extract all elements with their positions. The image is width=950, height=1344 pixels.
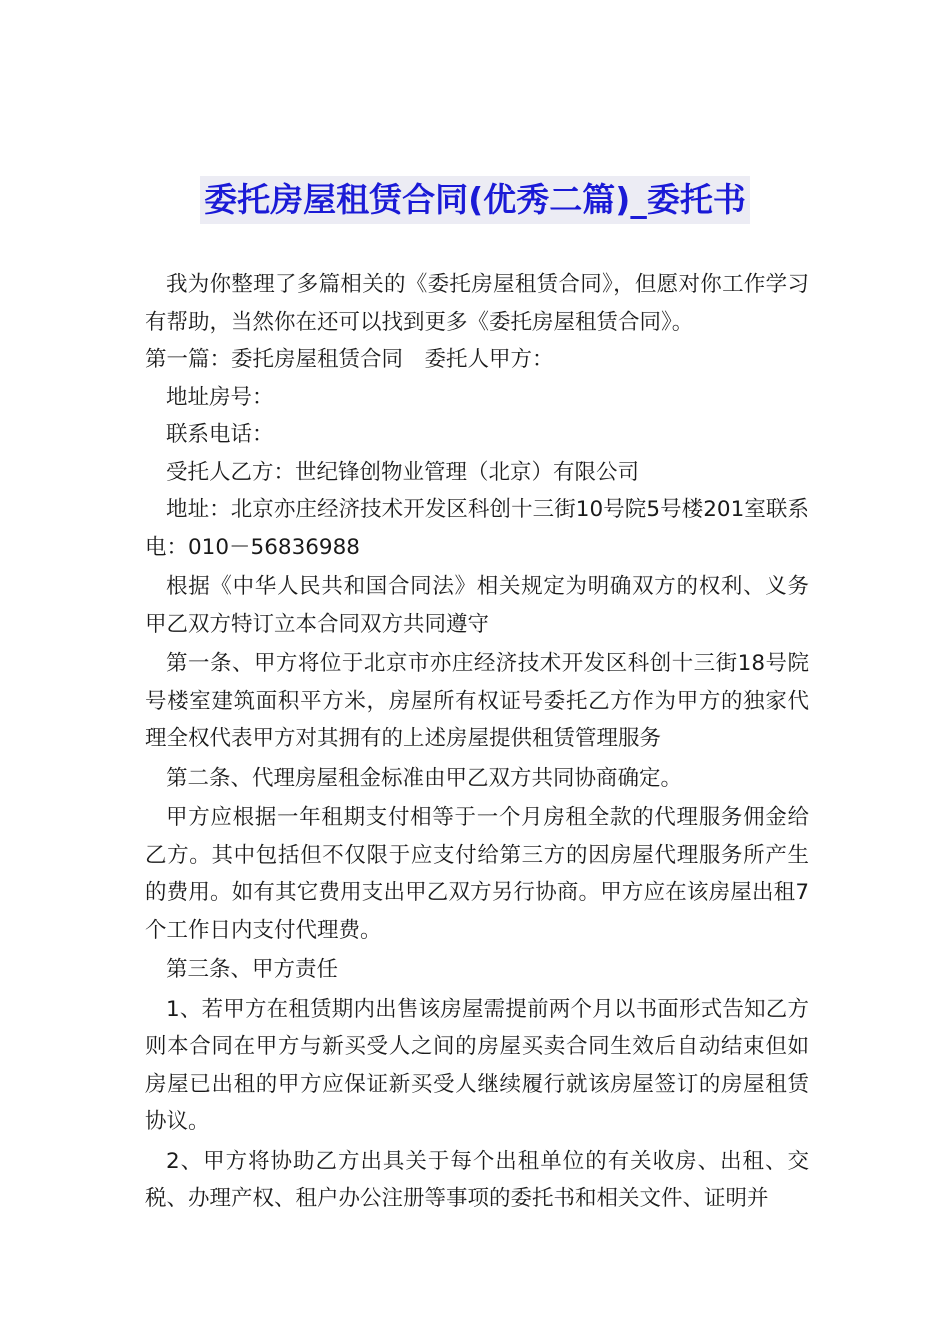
paragraph-section-heading: 第一篇：委托房屋租赁合同 委托人甲方： [145,347,554,372]
paragraph-phone: 联系电话： [166,422,274,447]
paragraph-intro: 我为你整理了多篇相关的《委托房屋租赁合同》，但愿对你工作学习有帮助，当然你在还可以找到更多《委托房屋租赁合同》。 [145,272,809,335]
paragraph-article-1: 第一条、甲方将位于北京市亦庄经济技术开发区科创十三街18号院号楼室建筑面积平方米，房屋所有权证号委托乙方作为甲方的独家代理全权代表甲方对其拥有的上述房屋提供租赁管理服务 [145,651,809,751]
paragraph-article-3: 第三条、甲方责任 [166,957,339,982]
paragraph-trustee: 受托人乙方：世纪锋创物业管理（北京）有限公司 [166,459,640,485]
paragraph-article-2: 第二条、代理房屋租金标准由甲乙双方共同协商确定。 [166,765,683,791]
title-wrap [0,176,950,224]
document-body [145,266,809,1218]
paragraph-legal-basis: 根据《中华人民共和国合同法》相关规定为明确双方的权利、义务甲乙双方特订立本合同双方共同遵守 [145,574,809,637]
paragraph-trustee-address: 地址：北京亦庄经济技术开发区科创十三街10号院5号楼201室联系电：010－56836988 [145,497,809,560]
paragraph-item-2: 2、甲方将协助乙方出具关于每个出租单位的有关收房、出租、交税、办理产权、租户办公注册等事项的委托书和相关文件、证明并 [145,1148,809,1211]
paragraph-address-room: 地址房号： [166,384,274,410]
document-title: 委托房屋租赁合同(优秀二篇)_委托书 [200,176,750,224]
paragraph-commission: 甲方应根据一年租期支付相等于一个月房租全款的代理服务佣金给乙方。其中包括但不仅限于应支付给第三方的因房屋代理服务所产生的费用。如有其它费用支出甲乙双方另行协商。甲方应在该房屋出租7个工作日内支付代理费。 [145,805,809,943]
paragraph-item-1: 1、若甲方在租赁期内出售该房屋需提前两个月以书面形式告知乙方则本合同在甲方与新买受人之间的房屋买卖合同生效后自动结束但如房屋已出租的甲方应保证新买受人继续履行就该房屋签订的房屋租赁协议。 [145,996,809,1134]
